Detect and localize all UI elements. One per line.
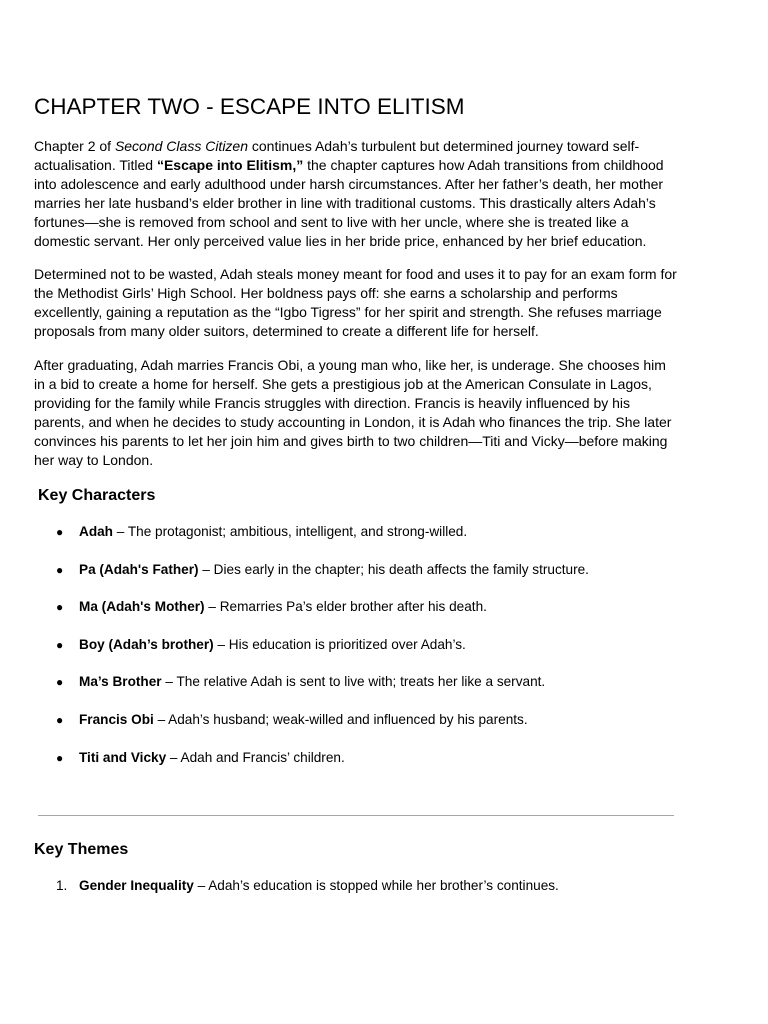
list-item bbox=[34, 672, 678, 710]
list-item bbox=[34, 710, 678, 748]
character-name: Adah bbox=[79, 524, 113, 539]
character-desc: – The relative Adah is sent to live with; treats her like a servant. bbox=[161, 674, 546, 690]
key-characters-list bbox=[34, 522, 678, 785]
summary-paragraph-1 bbox=[34, 137, 678, 252]
character-name: Titi and Vicky bbox=[79, 749, 167, 765]
key-themes-list bbox=[34, 876, 678, 896]
character-name: Boy (Adah’s brother) bbox=[79, 636, 214, 652]
chapter-title: CHAPTER TWO - ESCAPE INTO ELITISM bbox=[34, 94, 465, 119]
list-item bbox=[34, 597, 678, 635]
bullet-icon: ● bbox=[56, 525, 64, 539]
horizontal-divider bbox=[38, 815, 674, 816]
bullet-icon: ● bbox=[56, 750, 64, 765]
bullet-icon: ● bbox=[56, 562, 64, 577]
summary-paragraph-3: After graduating, Adah marries Francis Obi, a young man who, like her, is underage. She chooses him in a bid to create a home for herself. She gets a prestigious job at the American Consulate in Lagos, providing for the family while Francis struggles with direction. Francis is heavily influenced by his parents, and when he decides to study accounting in London, it is Adah who finances the trip. She later convinces his parents to let her join him and gives birth to two children—Titi and Vicky—before making her way to London. bbox=[34, 357, 672, 469]
summary-paragraph-2: Determined not to be wasted, Adah steals money meant for food and uses it to pay for an exam form for the Methodist Girls’ High School. Her boldness pays off: she earns a scholarship and performs excellently, gaining a reputation as the “Igbo Tigress” for her spirit and strength. She refuses marriage proposals from many older suitors, determined to create a different life for herself. bbox=[34, 266, 677, 340]
character-desc: – Adah and Francis’ children. bbox=[166, 749, 345, 765]
theme-desc: – Adah’s education is stopped while her brother’s continues. bbox=[193, 878, 559, 893]
bullet-icon: ● bbox=[56, 637, 64, 652]
bullet-icon: ● bbox=[56, 600, 64, 615]
list-item bbox=[34, 748, 678, 786]
character-name: Ma’s Brother bbox=[79, 674, 162, 690]
character-name: Pa (Adah's Father) bbox=[79, 561, 199, 577]
list-item bbox=[34, 876, 678, 896]
key-themes-heading: Key Themes bbox=[34, 841, 129, 858]
character-desc: – Remarries Pa’s elder brother after his death. bbox=[204, 599, 487, 615]
chapter-name-quote: “Escape into Elitism,” bbox=[156, 157, 304, 174]
theme-name: Gender Inequality bbox=[79, 878, 194, 893]
character-desc: – The protagonist; ambitious, intelligent, and strong-willed. bbox=[112, 524, 468, 539]
character-name: Francis Obi bbox=[79, 711, 154, 727]
bullet-icon: ● bbox=[56, 675, 64, 690]
list-item bbox=[34, 522, 678, 560]
key-characters-heading: Key Characters bbox=[38, 487, 156, 504]
character-desc: – Adah’s husband; weak-willed and influenced by his parents. bbox=[153, 711, 528, 727]
p1-text-c: continues Adah’s turbulent but determined journey toward self-actualisation. Titled bbox=[34, 138, 640, 174]
list-item bbox=[34, 635, 678, 673]
item-number: 1. bbox=[56, 878, 68, 893]
book-title: Second Class Citizen bbox=[114, 138, 248, 154]
p1-text-a: Chapter 2 of bbox=[34, 138, 115, 154]
list-item bbox=[34, 560, 678, 598]
character-name: Ma (Adah's Mother) bbox=[79, 599, 205, 615]
character-desc: – His education is prioritized over Adah’s. bbox=[213, 636, 466, 652]
character-desc: – Dies early in the chapter; his death affects the family structure. bbox=[198, 561, 589, 577]
bullet-icon: ● bbox=[56, 712, 64, 727]
p1-text-e: the chapter captures how Adah transitions from childhood into adolescence and early adulthood under harsh circumstances. After her father’s death, her mother marries her late husband’s elder brother in line with traditional customs. This drastically alters Adah’s fortunes—she is removed from school and sent to live with her uncle, where she is treated like a domestic servant. Her only perceived value lies in her bride price, enhanced by her brief education. bbox=[34, 157, 664, 250]
